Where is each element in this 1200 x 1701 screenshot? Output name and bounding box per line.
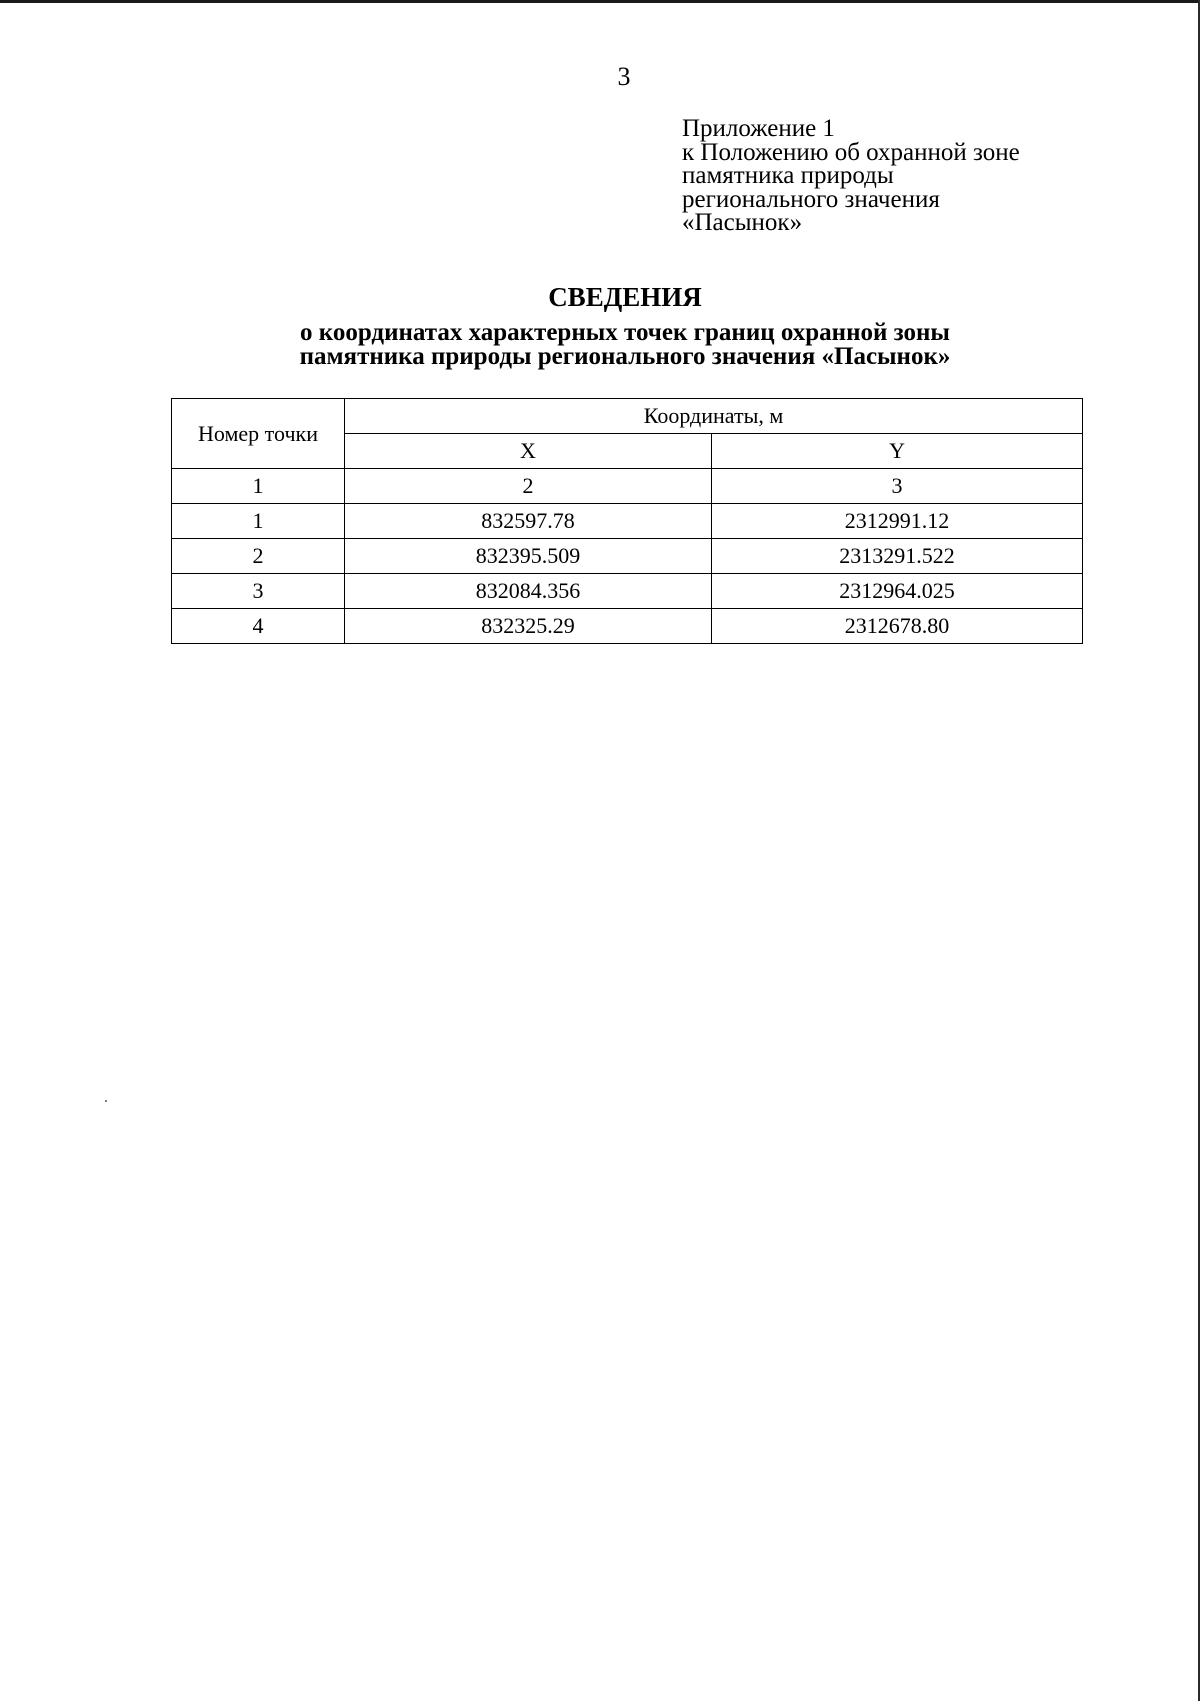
table-row — [172, 504, 1083, 539]
subtitle-line: о координатах характерных точек границ охранной зоны — [300, 319, 950, 346]
header-x: X — [345, 434, 712, 469]
table-header-row — [172, 399, 1083, 434]
point-number-cell: 1 — [172, 504, 345, 539]
appendix-line: регионального значения — [682, 185, 940, 213]
scan-speck — [105, 1100, 107, 1102]
y-coordinate-cell: 2312678.80 — [712, 609, 1083, 644]
point-number-cell: 2 — [172, 539, 345, 574]
column-number: 1 — [172, 469, 345, 504]
table-row — [172, 609, 1083, 644]
appendix-block — [682, 117, 1162, 235]
appendix-line: Приложение 1 — [682, 115, 835, 142]
x-coordinate-cell: 832395.509 — [345, 539, 712, 574]
point-number-cell: 3 — [172, 574, 345, 609]
header-point-number: Номер точки — [172, 399, 345, 469]
coordinates-table — [171, 398, 1083, 644]
point-number-cell: 4 — [172, 609, 345, 644]
column-number: 2 — [345, 469, 712, 504]
column-number: 3 — [712, 469, 1083, 504]
header-y: Y — [712, 434, 1083, 469]
appendix-line: памятника природы — [682, 162, 894, 189]
subtitle-line: памятника природы регионального значения «Пасынок» — [299, 343, 951, 370]
header-coordinates: Координаты, м — [345, 399, 1083, 434]
page-number: 3 — [617, 62, 631, 91]
scan-edge-top — [0, 0, 1200, 3]
y-coordinate-cell: 2312964.025 — [712, 574, 1083, 609]
appendix-line: к Положению об охранной зоне — [682, 138, 1020, 166]
x-coordinate-cell: 832325.29 — [345, 609, 712, 644]
document-title: СВЕДЕНИЯ — [548, 282, 702, 312]
x-coordinate-cell: 832597.78 — [345, 504, 712, 539]
table-row — [172, 539, 1083, 574]
table-column-numbers-row — [172, 469, 1083, 504]
table-row — [172, 574, 1083, 609]
document-subtitle — [0, 321, 1200, 369]
y-coordinate-cell: 2313291.522 — [712, 539, 1083, 574]
y-coordinate-cell: 2312991.12 — [712, 504, 1083, 539]
appendix-line: «Пасынок» — [682, 209, 803, 236]
x-coordinate-cell: 832084.356 — [345, 574, 712, 609]
